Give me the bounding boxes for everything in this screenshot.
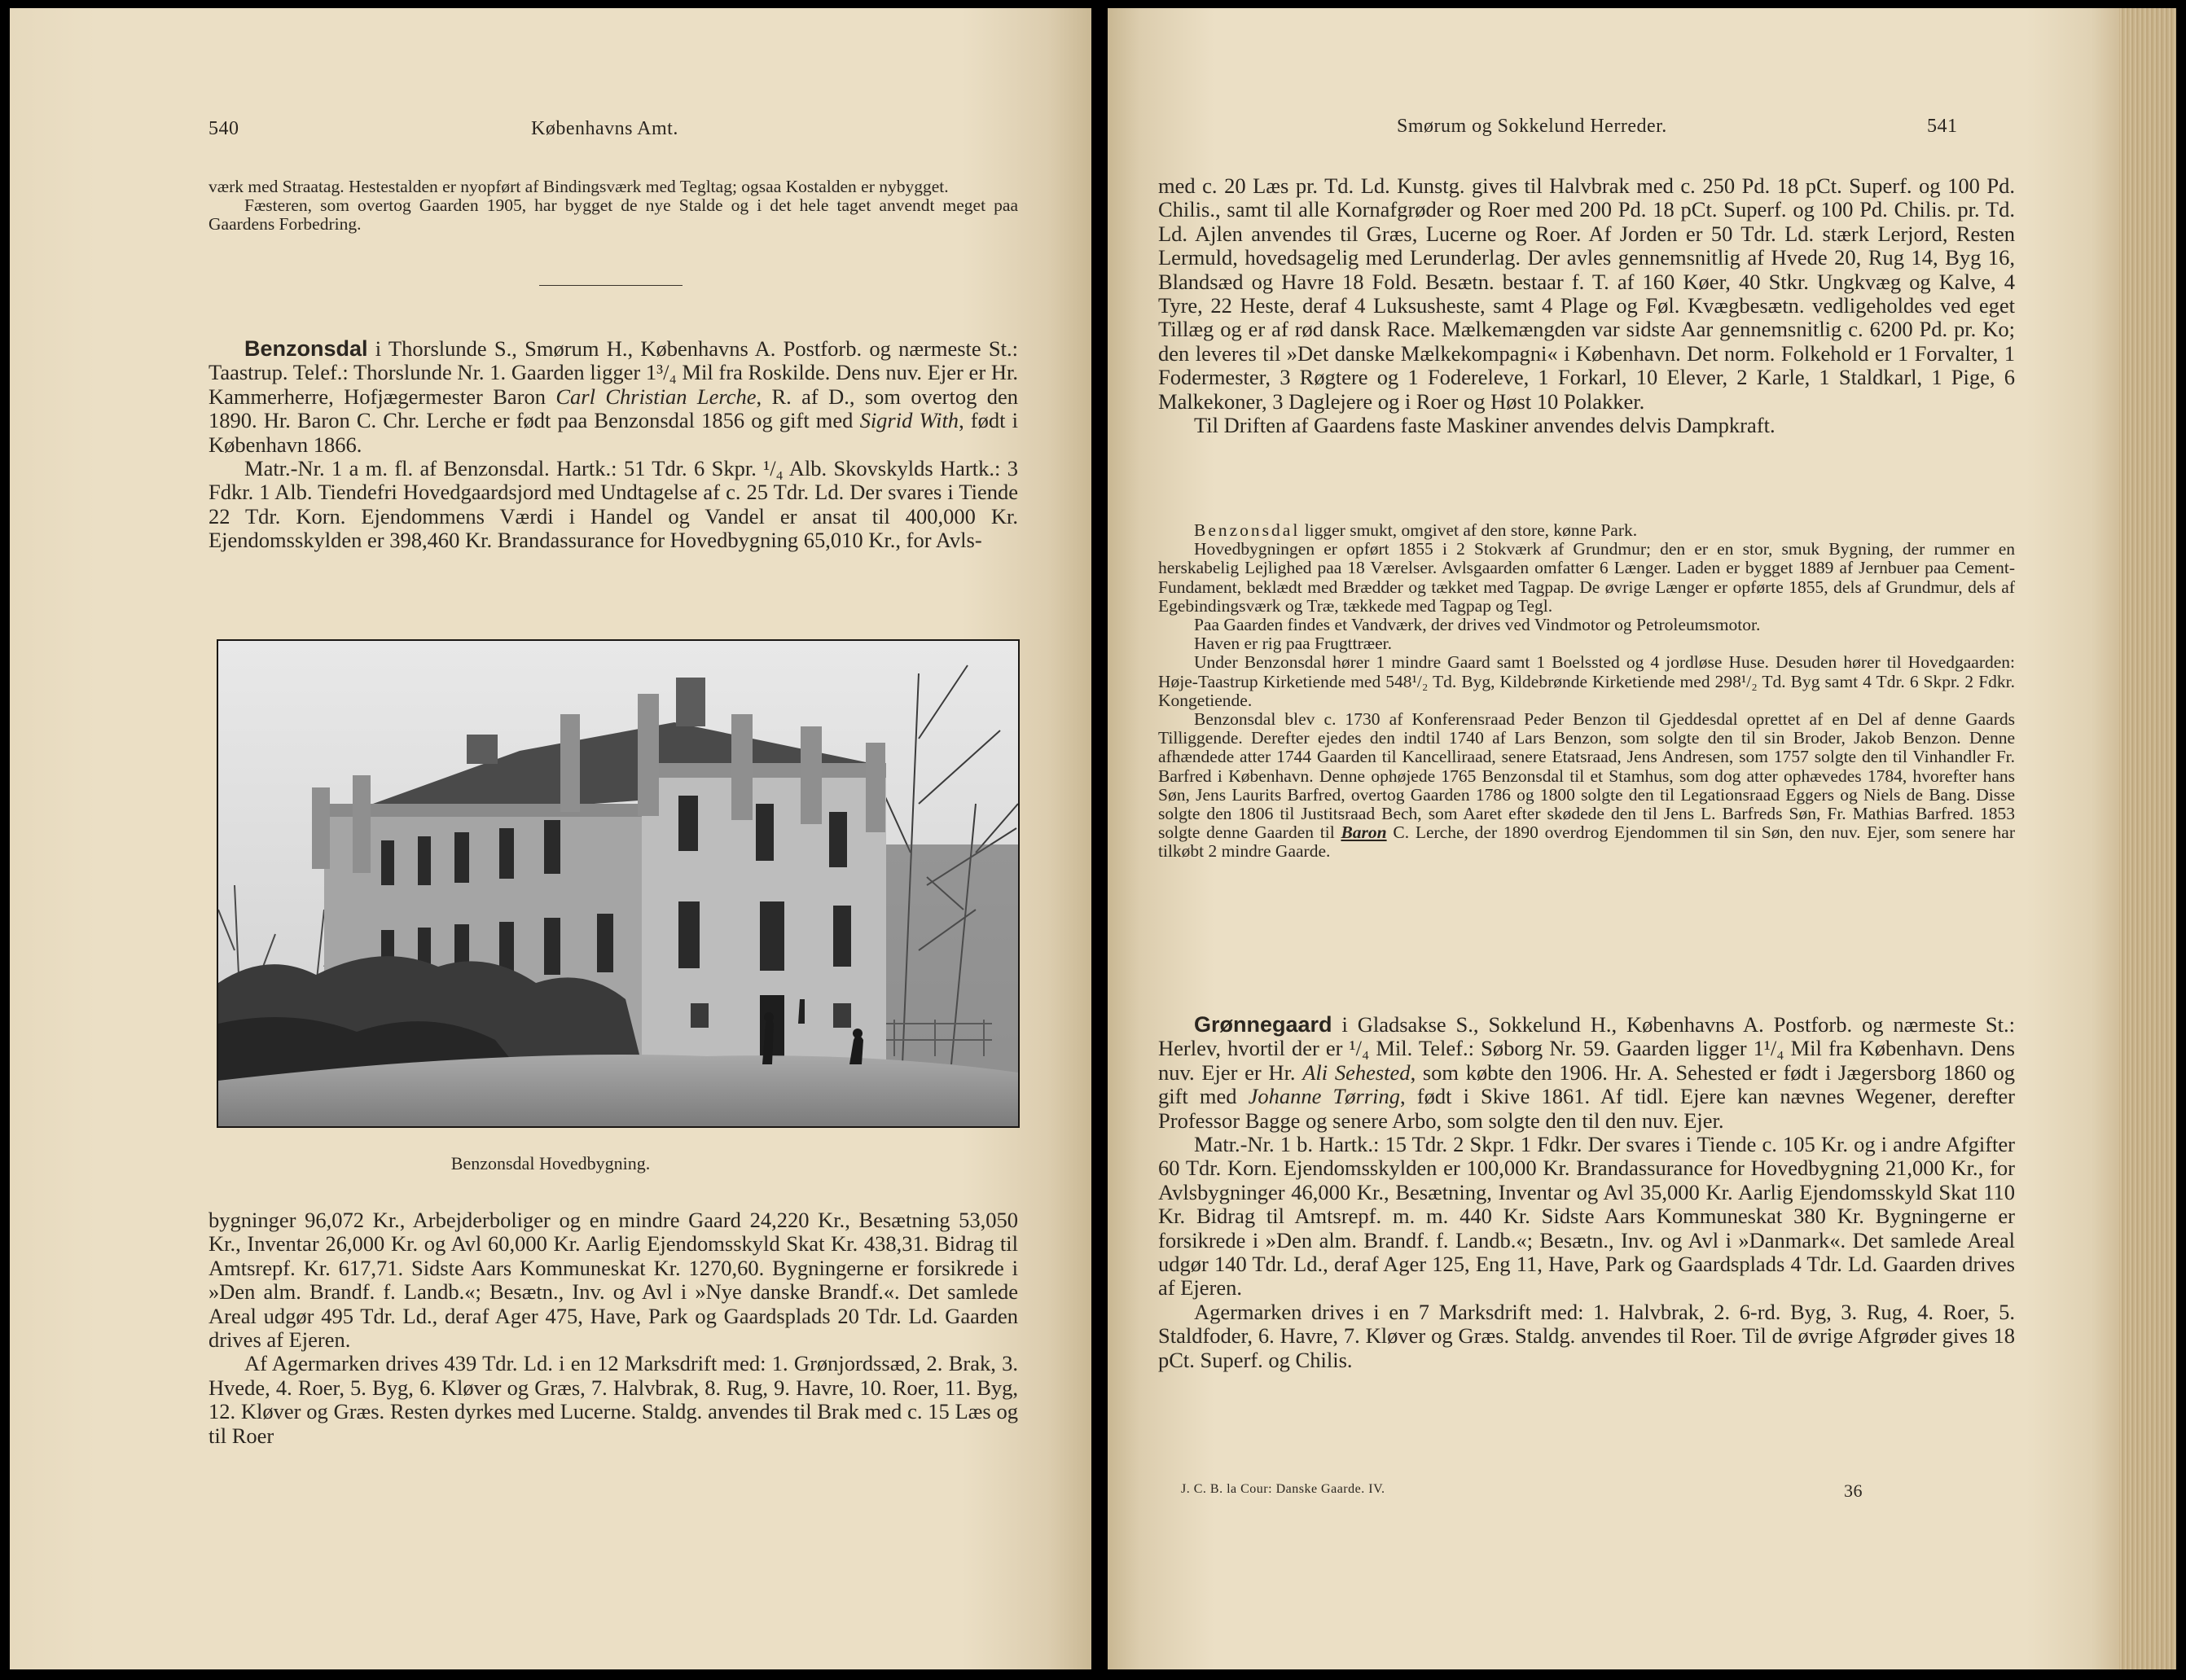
handwritten-correction: Baron [1341,822,1387,843]
page-edges [2119,8,2176,1669]
entry-paragraph: Matr.-Nr. 1 b. Hartk.: 15 Tdr. 2 Skpr. 1 Fdkr. Der svares i Tiende c. 105 Kr. og i andre Afgifter 60 Tdr. Korn. Ejendomsskylden er 100,000 Kr. Brandassurance for Hovedbygning 21,000 Kr., for Avlsbygninger 46,000 Kr., Besætning, Inventar og Avl 35,000 Kr. Aarlig Ejendomsskyld Skat 110 Kr. Bidrag til Amtsrepf. m. m. 440 Kr. Sidste Aars Kommuneskat 380 Kr. Bygningerne er forsikrede i »Den alm. Brandf. f. Landb.«; Besætn., Inv. og Avl i »Danmark«. Det samlede Areal udgør 140 Tdr. Ld., deraf Ager 125, Eng 11, Have, Park og Gaardsplads 4 Tdr. Ld. Gaarden drives af Ejeren. [1158,1132,2015,1301]
page-number: 540 [209,118,239,139]
spaced-name: Benzonsdal [1194,520,1301,540]
entry-paragraph: bygninger 96,072 Kr., Arbejderboliger og en mindre Gaard 24,220 Kr., Besætning 53,050 Kr., Inventar 26,000 Kr. og Avl 60,000 Kr. Aarlig Ejendomsskyld Skat Kr. 438,31. Bidrag til Amtsrepf. Kr. 617,71. Sidste Aars Kommuneskat Kr. 1270,60. Bygningerne er forsikrede i »Den alm. Brandf. f. Landb.«; Besætn., Inv. og Avl i »Nye danske Brandf.«. Det samlede Areal udgør 495 Tdr. Ld., deraf Ager 475, Have, Park og Gaardsplads 20 Tdr. Ld. Gaarden drives af Ejeren. [209,1208,1018,1353]
intro-line: værk med Straatag. Hestestalden er nyopført af Bindingsværk med Tegltag; ogsaa Kostalden er nybygget. [209,177,949,196]
entry-paragraph: Benzonsdal i Thorslunde S., Smørum H., Københavns A. Postforb. og nærmeste St.: Taastrup. Telef.: Thorslunde Nr. 1. Gaarden ligger 1³/₄ Mil fra Roskilde. Dens nuv. Ejer er Hr. Kammerherre, Hofjægermester Baron Carl Christian Lerche, R. af D., som overtog den 1890. Hr. Baron C. Chr. Lerche er født paa Benzonsdal 1856 og gift med Sigrid With, født i København 1866. [209,336,1018,457]
entry-paragraph: Matr.-Nr. 1 a m. fl. af Benzonsdal. Hartk.: 51 Tdr. 6 Skpr. ¹/₄ Alb. Skovskylds Hartk.: 3 Fdkr. 1 Alb. Tiendefri Hovedgaardsjord med Undtagelse af c. 25 Tdr. Ld. Der svares i Tiende 22 Tdr. Korn. Ejendommens Værdi i Handel og Vandel er ansat til 400,000 Kr. Ejendomsskylden er 398,460 Kr. Brandassurance for Hovedbygning 65,010 Kr., for Avls- [209,456,1018,553]
spouse-name: Sigrid With [859,408,959,433]
small-paragraph: Benzonsdal ligger smukt, omgivet af den store, kønne Park. [1194,520,1638,540]
small-paragraph: Hovedbygningen er opført 1855 i 2 Stokværk af Grundmur; den er en stor, smuk Bygning, der rummer en herskabelig Lejlighed paa 18 Værelser. Avlsgaarden omfatter 6 Længer. Laden er bygget 1889 af Jernbuer paa Cement-Fundament, beklædt med Brædder og tækket med Tagpap. De øvrige Længer er opførte 1855, dels af Grundmur, dels af Egebindingsværk og Træ, tækkede med Tagpap og Tegl. [1158,539,2015,616]
owner-name: Carl Christian Lerche [555,384,757,409]
entry-title: Grønnegaard [1194,1012,1332,1037]
entry-paragraph: med c. 20 Læs pr. Td. Ld. Kunstg. gives til Halvbrak med c. 250 Pd. 18 pCt. Superf. og 100 Pd. Chilis., samt til alle Kornafgrøder og Roer med 200 Pd. 18 pCt. Superf. og 100 Pd. Chilis. pr. Td. Ld. Ajlen anvendes til Græs, Lucerne og Roer. Af Jorden er 50 Tdr. Ld. stærk Lerjord, Resten Lermuld, hovedsagelig med Lerunderlag. Der avles gennemsnitlig af Hvede 20, Rug 14, Byg 16, Blandsæd og Havre 18 Fold. Besætn. bestaar f. T. af 160 Køer, 40 Stkr. Ungkvæg og Kalve, 4 Tyre, 22 Heste, deraf 4 Luksusheste, samt 4 Plage og Føl. Kvægbesætn. vedligeholdes ved eget Tillæg og er af rød dansk Race. Mælkemængden var sidste Aar gennemsnitlig c. 6200 Pd. pr. Ko; den leveres til »Det danske Mælkekompagni« i København. Det norm. Folkehold er 1 Forvalter, 1 Fodermester, 3 Røgtere og 1 Fodereleve, 1 Forkarl, 10 Elever, 2 Karle, 1 Staldkarl, 1 Pige, 6 Malkekoner, 3 Daglejere og i Roer og Høst 10 Polakker. [1158,173,2015,414]
entry-paragraph: Af Agermarken drives 439 Tdr. Ld. i en 12 Marksdrift med: 1. Grønjordssæd, 2. Brak, 3. Hvede, 4. Roer, 5. Byg, 6. Kløver og Græs, 7. Halvbrak, 8. Rug, 9. Havre, 10. Roer, 11. Byg, 12. Kløver og Græs. Resten dyrkes med Lucerne. Staldg. anvendes til Brak med c. 15 Læs og til Roer [209,1351,1018,1448]
intro-line: Fæsteren, som overtog Gaarden 1905, har bygget de nye Stalde og i det hele taget anvendt meget paa Gaardens Forbedring. [209,195,1018,235]
owner-name: Ali Sehested [1302,1059,1411,1085]
small-paragraph: Haven er rig paa Frugttræer. [1194,634,1392,654]
gronnegaard-entry [1158,1013,2015,1372]
benzonsdal-continued-right [1158,174,2015,437]
signature-mark: 36 [1844,1480,1863,1501]
spouse-name: Johanne Tørring [1248,1084,1401,1109]
manor-photograph [217,639,1020,1128]
entry-paragraph: Til Driften af Gaardens faste Maskiner anvendes delvis Dampkraft. [1194,413,1776,438]
section-divider [539,285,683,286]
entry-paragraph: Grønnegaard i Gladsakse S., Sokkelund H., Københavns A. Postforb. og nærmeste St.: Herlev, hvortil der er ¹/₄ Mil. Telef.: Søborg Nr. 59. Gaarden ligger 1¹/₄ Mil fra København. Dens nuv. Ejer er Hr. Ali Sehested, som købte den 1906. Hr. A. Sehested er født i Jægersborg 1860 og gift med Johanne Tørring, født i Skive 1861. Af tidl. Ejere kan nævnes Wegener, derefter Professor Bagge og senere Arbo, som solgte den til den nuv. Ejer. [1158,1012,2016,1133]
running-title: Smørum og Sokkelund Herreder. [1397,116,1667,137]
small-paragraph: Under Benzonsdal hører 1 mindre Gaard samt 1 Boelssted og 4 jordløse Huse. Desuden hører til Hovedgaarden: Høje-Taastrup Kirketiende med 548¹/₂ Td. Byg, Kildebrønde Kirketiende med 298¹/₂ Td. Byg samt 4 Tdr. 6 Skpr. 2 Fdkr. Kongetiende. [1158,652,2015,710]
benzonsdal-entry [209,337,1018,553]
photo-caption: Benzonsdal Hovedbygning. [450,1153,651,1173]
imprint: J. C. B. la Cour: Danske Gaarde. IV. [1181,1482,1385,1496]
intro-text [209,178,1018,235]
benzonsdal-description [1158,521,2015,862]
entry-paragraph: Agermarken drives i en 7 Marksdrift med: 1. Halvbrak, 2. 6-rd. Byg, 3. Rug, 4. Roer, 5. Staldfoder, 6. Havre, 7. Kløver og Græs. Staldg. anvendes til Roer. Til de øvrige Afgrøder gives 18 pCt. Superf. og Chilis. [1158,1299,2015,1372]
left-page [10,8,1091,1669]
running-title: Københavns Amt. [531,118,678,139]
small-paragraph: Paa Gaarden findes et Vandværk, der drives ved Vindmotor og Petroleumsmotor. [1194,615,1761,635]
entry-title: Benzonsdal [244,336,368,361]
benzonsdal-continued [209,1208,1018,1448]
small-paragraph: Benzonsdal blev c. 1730 af Konferensraad Peder Benzon til Gjeddesdal oprettet af en Del af denne Gaards Tilliggende. Derefter ejedes den indtil 1740 af Lars Benzon, som solgte den til sin Broder, Jakob Benzon. Denne afhændede atter 1744 Gaarden til Kancelliraad, senere Etatsraad, Jens Andresen, som 1757 solgte den til Vinhandler Fr. Barfred i København. Denne ophøjede 1765 Benzonsdal til et Stamhus, som dog atter ophævedes 1784, hvorefter hans Søn, Jens Laurits Barfred, overtog Gaarden 1786 og 1800 solgte den til Legationsraad Eggers og Niels de Bang. Disse solgte den 1806 til Justitsraad Bech, som Aaret efter skødede den til Jens L. Barfreds Søn, Fr. Mathias Barfred. 1853 solgte denne Gaarden til Baron C. Lerche, der 1890 overdrog Ejendommen til sin Søn, den nuv. Ejer, som senere har tilkøbt 2 mindre Gaarde. [1158,709,2015,862]
right-page [1108,8,2176,1669]
page-number: 541 [1927,116,1958,137]
